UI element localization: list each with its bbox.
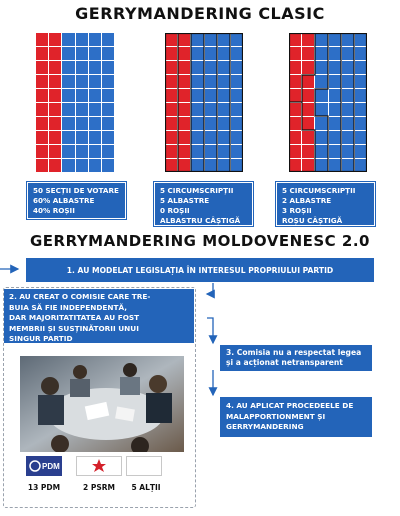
step-2-line: SINGUR PARTID	[9, 334, 73, 343]
seat-count-pdm: 13 PDM	[27, 483, 61, 492]
step-3-line: 3. Comisia nu a respectat legea	[226, 348, 362, 357]
title-gerrymandering-clasic: GERRYMANDERING CLASIC	[75, 4, 325, 23]
info-line: 3 ROȘII	[282, 206, 312, 215]
step-2-line: DAR MAJORITATITATEA AU FOST	[9, 313, 140, 322]
pdm-logo-text: PDM	[42, 462, 60, 471]
title-gerrymandering-moldovenesc: GERRYMANDERING MOLDOVENESC 2.0	[29, 232, 370, 250]
step-4-line: GERRYMANDERING	[226, 422, 304, 431]
step-2-line: MEMBRII ȘI SUSȚINĂTORII UNUI	[9, 323, 139, 333]
info-line: ALBASTRU CÂȘTIGĂ	[160, 216, 241, 225]
pdm-logo	[26, 456, 62, 476]
step-4-box	[220, 397, 372, 437]
step-3-box	[220, 345, 372, 371]
step-2-box	[4, 289, 194, 343]
others-logo-placeholder	[126, 456, 162, 476]
info-line: 50 SECȚII DE VOTARE	[33, 186, 119, 195]
step-4-line: 4. AU APLICAT PROCEDEELE DE	[226, 401, 354, 410]
psrm-logo	[76, 456, 122, 476]
step-2-line: 2. AU CREAT O COMISIE CARE TRE-	[9, 292, 151, 301]
info-line: 40% ROȘII	[33, 206, 75, 215]
psrm-star-logo-icon	[79, 458, 119, 474]
info-line: 2 ALBASTRE	[282, 196, 332, 205]
meeting-photo	[20, 356, 184, 452]
step-2-line: BUIA SĂ FIE INDEPENDENTĂ,	[9, 302, 128, 312]
info-line: 5 ALBASTRE	[160, 196, 210, 205]
info-line: ROȘU CÂȘTIGĂ	[282, 216, 343, 225]
step-1-text: 1. AU MODELAT LEGISLAȚIA ÎN INTERESUL PROPRIULUI PARTID	[66, 265, 334, 275]
info-line: 5 CIRCUMSCRIPȚII	[160, 186, 234, 195]
step-1-box	[26, 258, 374, 282]
pdm-logo-icon	[27, 458, 61, 474]
step-3-line: și a acționat netransparent	[226, 358, 343, 367]
info-line: 60% ALBASTRE	[33, 196, 95, 205]
info-line: 0 ROȘII	[160, 206, 190, 215]
info-line: 5 CIRCUMSCRIPȚII	[282, 186, 356, 195]
seat-count-others: 5 ALȚII	[131, 483, 161, 492]
seat-count-psrm: 2 PSRM	[83, 483, 115, 492]
step-4-line: MALAPPORTIONMENT ȘI	[226, 411, 326, 421]
